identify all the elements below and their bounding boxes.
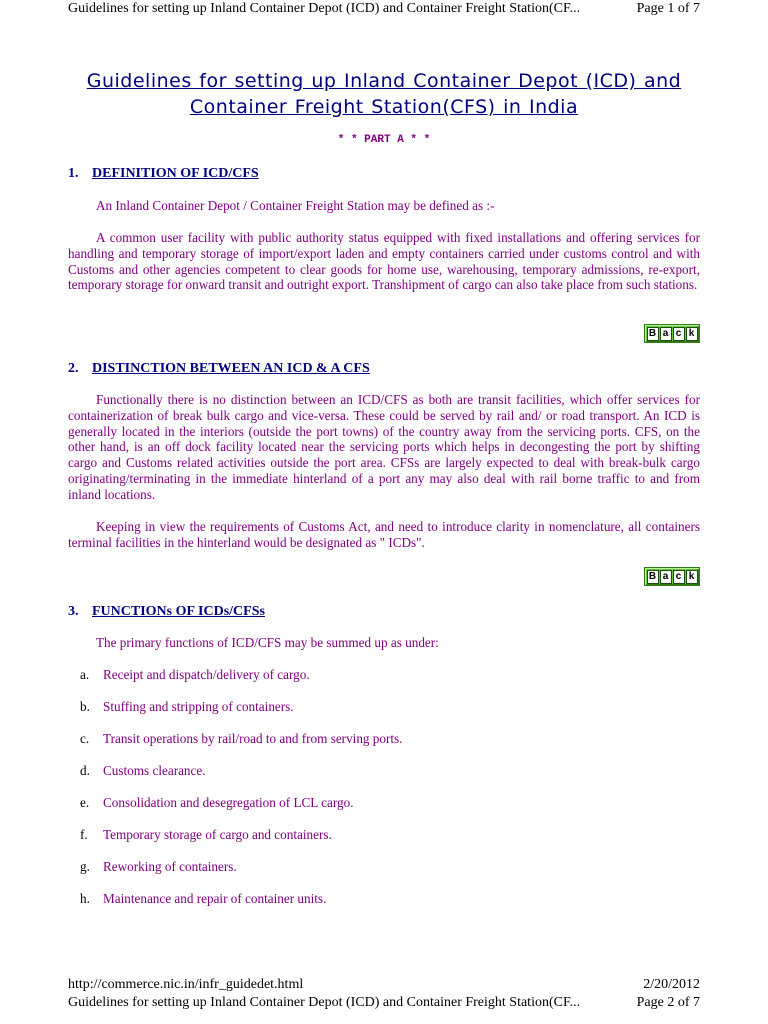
part-label: * * PART A * * xyxy=(337,134,431,146)
footer-date: 2/20/2012 xyxy=(643,977,700,992)
list-marker: f. xyxy=(80,827,88,842)
page-footer xyxy=(68,976,700,994)
list-text: Transit operations by rail/road to and from serving ports. xyxy=(103,731,403,746)
document-title-line-1: Guidelines for setting up Inland Container Depot (ICD) and xyxy=(86,70,682,92)
section-heading-link[interactable]: DEFINITION OF ICD/CFS xyxy=(92,166,259,181)
section-number: 3. xyxy=(68,604,79,619)
list-item xyxy=(80,827,332,843)
next-page-header-number: Page 2 of 7 xyxy=(636,995,700,1010)
page-header-number: Page 1 of 7 xyxy=(636,1,700,16)
list-marker: c. xyxy=(80,731,90,746)
list-text: Customs clearance. xyxy=(103,763,206,778)
list-text: Reworking of containers. xyxy=(103,859,237,874)
back-button[interactable] xyxy=(644,324,700,343)
back-letter: B xyxy=(647,570,659,584)
list-text: Stuffing and stripping of containers. xyxy=(103,699,294,714)
list-text: Temporary storage of cargo and containers. xyxy=(103,827,332,842)
next-page-header xyxy=(68,994,700,1012)
page-header-title: Guidelines for setting up Inland Container Depot (ICD) and Container Freight Station(CF... xyxy=(68,1,581,16)
section-1-heading[interactable] xyxy=(68,165,259,183)
list-item xyxy=(80,859,237,875)
section-number: 1. xyxy=(68,166,79,181)
section-heading-link[interactable]: DISTINCTION BETWEEN AN ICD & A CFS xyxy=(92,361,370,376)
list-item xyxy=(80,763,206,779)
back-letter: c xyxy=(673,327,685,341)
back-button[interactable] xyxy=(644,567,700,586)
back-letter: k xyxy=(686,570,698,584)
list-item xyxy=(80,667,310,683)
list-item xyxy=(80,795,354,811)
section-2-heading[interactable] xyxy=(68,360,370,378)
section-number: 2. xyxy=(68,361,79,376)
section-2-paragraph-1: Functionally there is no distinction between an ICD/CFS as both are transit facilities, which offer services for containerization of break bulk cargo and vice-versa. These could be served by rail and/ or road transport. An ICD is generally located in the interiors (outside the port towns) of the country away from the servicing ports. CFS, on the other hand, is an off dock facility located near the servicing ports which helps in decongesting the port by shifting cargo and Customs related activities outside the port area. CFSs are largely expected to deal with break-bulk cargo originating/terminating in the immediate hinterland of a port any may also deal with rail borne traffic to and from inland locations. xyxy=(68,392,700,502)
section-1-definition: A common user facility with public authority status equipped with fixed installations and offering services for handling and temporary storage of import/export laden and empty containers carried under customs control and with Customs and other agencies competent to clear goods for home use, warehousing, temporary admissions, re-export, temporary storage for onward transit and outright export. Transhipment of cargo can also take place from such stations. xyxy=(68,230,700,293)
list-item xyxy=(80,731,402,747)
list-text: Receipt and dispatch/delivery of cargo. xyxy=(103,667,310,682)
list-marker: e. xyxy=(80,795,90,810)
back-letter: c xyxy=(673,570,685,584)
document-title xyxy=(60,68,708,120)
list-marker: h. xyxy=(80,891,90,906)
page-header xyxy=(68,0,700,18)
section-1-intro: An Inland Container Depot / Container Freight Station may be defined as :- xyxy=(96,198,495,213)
section-3-heading[interactable] xyxy=(68,603,265,621)
next-page-header-title: Guidelines for setting up Inland Container Depot (ICD) and Container Freight Station(CF... xyxy=(68,995,581,1010)
back-letter: B xyxy=(647,327,659,341)
list-marker: d. xyxy=(80,763,90,778)
back-letter: a xyxy=(660,570,672,584)
footer-url: http://commerce.nic.in/infr_guidedet.html xyxy=(68,977,304,992)
list-item xyxy=(80,891,326,907)
section-2-paragraph-2: Keeping in view the requirements of Customs Act, and need to introduce clarity in nomenclature, all containers terminal facilities in the hinterland would be designated as " ICDs". xyxy=(68,519,700,550)
back-letter: a xyxy=(660,327,672,341)
list-text: Consolidation and desegregation of LCL cargo. xyxy=(103,795,354,810)
document-title-line-2: Container Freight Station(CFS) in India xyxy=(189,96,579,118)
section-heading-link[interactable]: FUNCTIONs OF ICDs/CFSs xyxy=(92,604,265,619)
list-marker: a. xyxy=(80,667,90,682)
back-letter: k xyxy=(686,327,698,341)
section-3-intro: The primary functions of ICD/CFS may be summed up as under: xyxy=(96,635,439,650)
list-text: Maintenance and repair of container units. xyxy=(103,891,327,906)
list-marker: b. xyxy=(80,699,90,714)
list-item xyxy=(80,699,294,715)
list-marker: g. xyxy=(80,859,90,874)
